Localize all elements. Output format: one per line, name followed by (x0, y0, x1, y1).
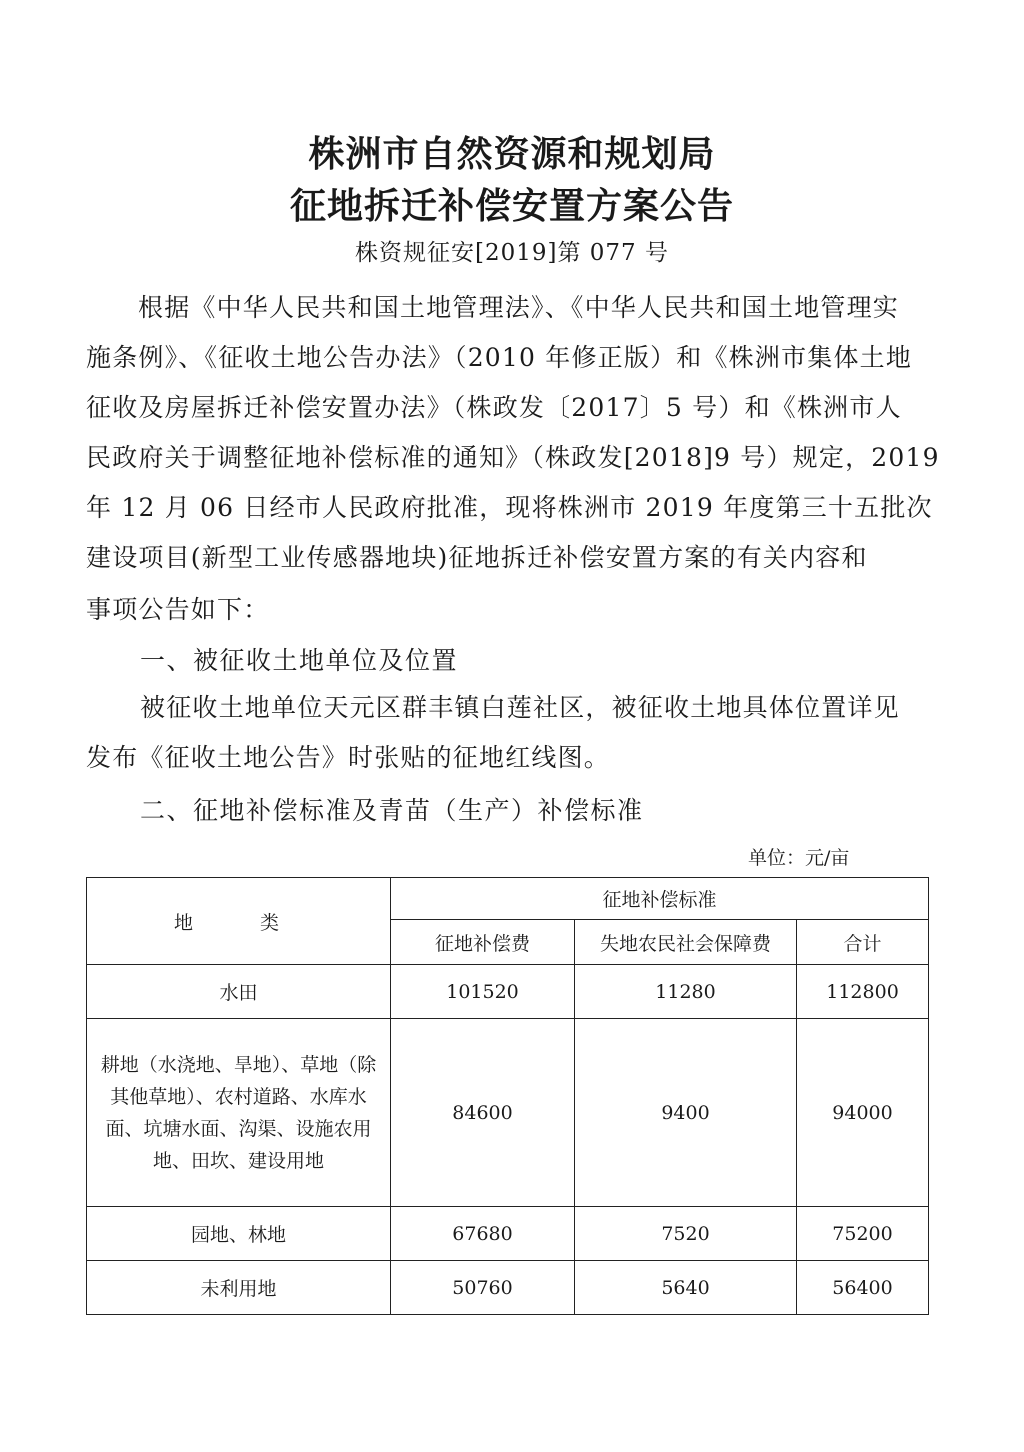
landtype-line: 耕地（水浇地、旱地）、草地（除 (100, 1053, 377, 1076)
intro-line: 根据《中华人民共和国土地管理法》、《中华人民共和国土地管理实 (138, 293, 900, 322)
table-header-social-security: 失地农民社会保障费 (575, 920, 797, 965)
total-cell: 56400 (797, 1261, 929, 1315)
landtype-line: 面、坑塘水面、沟渠、设施农用 (105, 1117, 372, 1140)
total-cell: 94000 (797, 1019, 929, 1207)
compensation-cell: 67680 (391, 1207, 575, 1261)
landtype-cell (87, 1019, 391, 1207)
social-security-cell: 9400 (575, 1019, 797, 1207)
document-title-line-1: 株洲市自然资源和规划局 (308, 133, 716, 175)
landtype-line: 其他草地）、农村道路、水库水 (110, 1085, 367, 1108)
intro-line: 征收及房屋拆迁补偿安置办法》（株政发〔2017〕5 号）和《株洲市人 (86, 393, 902, 422)
compensation-cell: 50760 (391, 1261, 575, 1315)
intro-line: 施条例》、《征收土地公告办法》（2010 年修正版）和《株洲市集体土地 (86, 343, 913, 372)
social-security-cell: 5640 (575, 1261, 797, 1315)
table-row (87, 1261, 929, 1315)
intro-line: 事项公告如下： (86, 595, 270, 624)
section-1-heading: 一、被征收土地单位及位置 (140, 646, 459, 675)
landtype-line: 地、田坎、建设用地 (152, 1149, 324, 1172)
section-1-line: 被征收土地单位天元区群丰镇白莲社区，被征收土地具体位置详见 (140, 693, 900, 722)
intro-line: 建设项目(新型工业传感器地块)征地拆迁补偿安置方案的有关内容和 (86, 543, 868, 572)
table-header-compensation: 征地补偿费 (391, 920, 575, 965)
compensation-cell: 84600 (391, 1019, 575, 1207)
compensation-table (86, 877, 929, 1315)
table-header-landtype: 地 类 (87, 878, 391, 965)
social-security-cell: 7520 (575, 1207, 797, 1261)
intro-line: 民政府关于调整征地补偿标准的通知》（株政发[2018]9 号）规定，2019 (86, 443, 940, 472)
table-row (87, 965, 929, 1019)
social-security-cell: 11280 (575, 965, 797, 1019)
table-row (87, 1207, 929, 1261)
intro-line: 年 12 月 06 日经市人民政府批准，现将株洲市 2019 年度第三十五批次 (86, 493, 933, 522)
total-cell: 112800 (797, 965, 929, 1019)
document-title-line-2: 征地拆迁补偿安置方案公告 (289, 185, 734, 227)
section-2-heading: 二、征地补偿标准及青苗（生产）补偿标准 (140, 796, 644, 825)
section-1-line: 发布《征收土地公告》时张贴的征地红线图。 (86, 743, 611, 772)
landtype-cell: 未利用地 (87, 1261, 391, 1315)
compensation-cell: 101520 (391, 965, 575, 1019)
table-header-group: 征地补偿标准 (391, 878, 929, 920)
document-number: 株资规征安[2019]第 077 号 (354, 240, 669, 266)
table-row (87, 1019, 929, 1207)
landtype-cell: 水田 (87, 965, 391, 1019)
total-cell: 75200 (797, 1207, 929, 1261)
table-header-total: 合计 (797, 920, 929, 965)
unit-label: 单位：元/亩 (748, 847, 850, 869)
landtype-cell: 园地、林地 (87, 1207, 391, 1261)
